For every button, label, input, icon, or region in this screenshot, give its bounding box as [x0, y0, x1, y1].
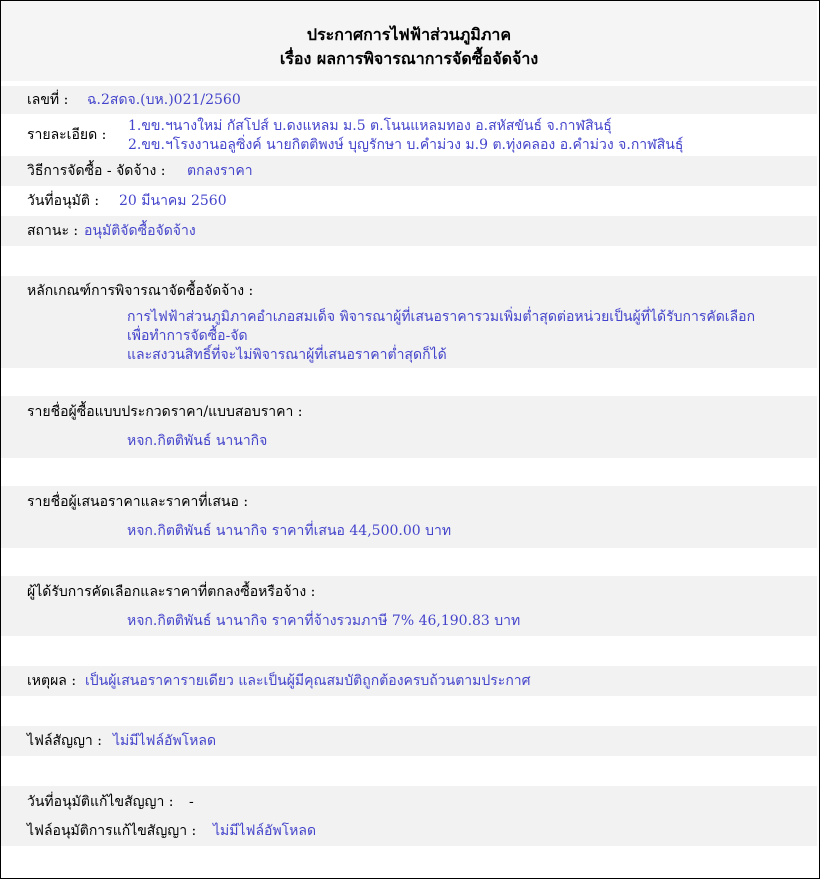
method-label: วิธีการจัดซื้อ - จัดจ้าง : — [27, 163, 166, 179]
spacer-row — [1, 756, 817, 786]
amend-date-label: วันที่อนุมัติแก้ไขสัญญา : — [27, 794, 174, 810]
contract-file-value: ไม่มีไฟล์อัพโหลด — [113, 733, 217, 749]
buyers-row — [1, 396, 817, 458]
reason-row — [1, 666, 817, 696]
reason-label: เหตุผล : — [27, 673, 77, 689]
doc-number-label: เลขที่ : — [27, 92, 69, 108]
bidders-value: หจก.กิตติพันธ์ นานากิจ ราคาที่เสนอ 44,500.00 บาท — [127, 523, 452, 539]
method-row — [1, 156, 817, 186]
approval-date-label: วันที่อนุมัติ : — [27, 193, 100, 209]
winner-row — [1, 576, 817, 636]
details-line-2: 2.ขข.ฯโรงงานอลูซิ่งค์ นายกิตติพงษ์ บุญรักษา บ.คำม่วง ม.9 ต.ทุ่งคลอง อ.คำม่วง จ.กาฬสินธุ์ — [128, 137, 684, 153]
spacer-row — [1, 548, 817, 576]
announcement-header — [1, 1, 817, 81]
contract-file-label: ไฟล์สัญญา : — [27, 733, 102, 749]
buyers-label: รายชื่อผู้ซื้อแบบประกวดราคา/แบบสอบราคา : — [27, 404, 303, 420]
amendment-row — [1, 786, 817, 846]
approval-date-value: 20 มีนาคม 2560 — [119, 193, 227, 209]
page-subtitle: เรื่อง ผลการพิจารณาการจัดซื้อจัดจ้าง — [279, 49, 539, 68]
bidders-row — [1, 486, 817, 548]
spacer-row — [1, 458, 817, 486]
amend-file-value: ไม่มีไฟล์อัพโหลด — [213, 823, 317, 839]
buyers-value: หจก.กิตติพันธ์ นานากิจ — [127, 433, 268, 449]
criteria-line-1: การไฟฟ้าส่วนภูมิภาคอำเภอสมเด็จ พิจารณาผู้ที่เสนอราคารวมเพิ่มต่ำสุดต่อหน่วยเป็นผู้ที่ได้รับการคัดเลือก — [127, 309, 756, 325]
criteria-line-3: และสงวนสิทธิ์ที่จะไม่พิจารณาผู้ที่เสนอราคาต่ำสุดก็ได้ — [127, 347, 447, 363]
amend-file-label: ไฟล์อนุมัติการแก้ไขสัญญา : — [27, 823, 197, 839]
amend-date-value: - — [189, 794, 194, 810]
criteria-label: หลักเกณฑ์การพิจารณาจัดซื้อจัดจ้าง : — [27, 283, 254, 299]
status-value: อนุมัติจัดซื้อจัดจ้าง — [84, 223, 196, 239]
winner-value: หจก.กิตติพันธ์ นานากิจ ราคาที่จ้างรวมภาษี 7% 46,190.83 บาท — [127, 613, 521, 629]
status-row — [1, 216, 817, 246]
criteria-line-2: เพื่อทำการจัดซื้อ-จัด — [127, 328, 248, 344]
spacer-row — [1, 696, 817, 726]
spacer-row — [1, 368, 817, 396]
spacer-row — [1, 246, 817, 276]
contract-file-row — [1, 726, 817, 756]
winner-label: ผู้ได้รับการคัดเลือกและราคาที่ตกลงซื้อหรือจ้าง : — [27, 584, 316, 600]
doc-number-value: ฉ.2สดจ.(บห.)021/2560 — [87, 92, 241, 108]
page-title: ประกาศการไฟฟ้าส่วนภูมิภาค — [306, 25, 512, 44]
details-line-1: 1.ขข.ฯนางใหม่ กัสโปส์ บ.ดงแหลม ม.5 ต.โนนแหลมทอง อ.สหัสขันธ์ จ.กาฬสินธุ์ — [128, 118, 612, 134]
reason-value: เป็นผู้เสนอราคารายเดียว และเป็นผู้มีคุณสมบัติถูกต้องครบถ้วนตามประกาศ — [85, 673, 531, 689]
details-row — [1, 114, 817, 156]
bidders-label: รายชื่อผู้เสนอราคาและราคาที่เสนอ : — [27, 494, 249, 510]
doc-number-row — [1, 86, 817, 114]
method-value: ตกลงราคา — [187, 163, 253, 179]
approval-date-row — [1, 186, 817, 216]
spacer-row — [1, 636, 817, 666]
criteria-row — [1, 276, 817, 368]
details-label: รายละเอียด : — [27, 127, 107, 143]
status-label: สถานะ : — [27, 223, 79, 239]
